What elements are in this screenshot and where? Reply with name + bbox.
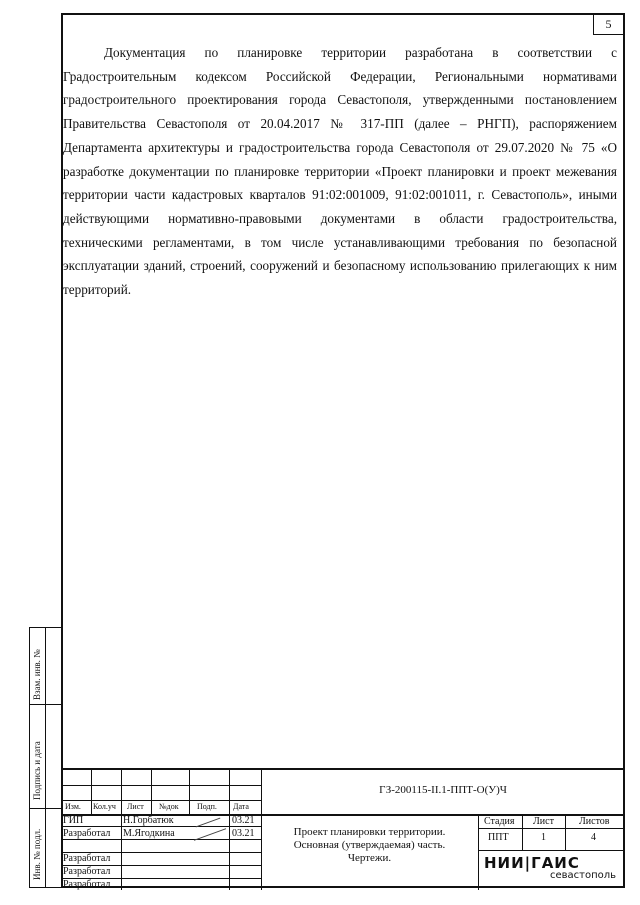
project-title <box>261 826 478 865</box>
row-date: 03.21 <box>232 828 255 839</box>
row-name: М.Ягодкина <box>123 828 175 839</box>
header-izm: Изм. <box>65 802 81 811</box>
sheets-value: 4 <box>591 832 596 843</box>
company-logo <box>480 850 625 888</box>
row-role: Разработал <box>63 828 111 839</box>
side-label-inv-vzam: Взам. инв. № <box>32 649 42 700</box>
sheet-label: Лист <box>533 816 554 827</box>
header-data: Дата <box>233 802 249 811</box>
header-kolvo: Кол.уч <box>93 802 116 811</box>
title-block <box>61 768 625 888</box>
logo-main-text: НИИ|ГАИС <box>484 854 580 872</box>
project-title-line1: Проект планировки территории. <box>293 826 446 838</box>
header-ndok: №док <box>159 802 179 811</box>
logo-sub-text: севастополь <box>550 870 617 881</box>
side-label-podpis-data: Подпись и дата <box>32 741 42 800</box>
sheet-value: 1 <box>541 832 546 843</box>
stage-value: ППТ <box>488 832 509 843</box>
stage-label: Стадия <box>484 816 515 827</box>
row-name: Н.Горбатюк <box>123 815 174 826</box>
document-code: ГЗ-200115-II.1-ППТ-О(У)Ч <box>379 784 507 796</box>
row-role: Разработал <box>63 853 111 864</box>
sheets-label: Листов <box>579 816 610 827</box>
row-role: Разработал <box>63 866 111 877</box>
row-date: 03.21 <box>232 815 255 826</box>
body-text <box>63 41 617 302</box>
side-strip <box>29 627 61 888</box>
header-podp: Подп. <box>197 802 217 811</box>
project-title-line2: Основная (утверждаемая) часть. <box>293 839 446 851</box>
project-title-line3: Чертежи. <box>347 852 392 864</box>
header-list: Лист <box>127 802 144 811</box>
row-role: ГИП <box>63 815 84 826</box>
body-paragraph: Документация по планировке территории разработана в соответствии с Градостроительным кодексом Российской Федерации, Региональными нормативами градостроительного проектирования города Севастополя, утвержденными постановлением Правительства Севастополя от 20.04.2017 № 317-ПП (далее – РНГП), распоряжением Департамента архитектуры и градостроительства города Севастополя от 29.07.2020 № 75 «О разработке документации по планировке территории «Проект планировки и проект межевания территории части кадастровых кварталов 91:02:001009, 91:02:001011, г. Севастополь», иными действующими нормативно-правовыми документами в области градостроительства, техническими регламентами, в том числе устанавливающими требования по безопасной эксплуатации зданий, строений, сооружений и безопасному использованию прилегающих к ним территорий. <box>63 45 617 298</box>
page-number: 5 <box>593 15 623 35</box>
row-role: Разработал <box>63 879 111 890</box>
side-label-inv-podl: Инв. № подл. <box>32 828 42 880</box>
